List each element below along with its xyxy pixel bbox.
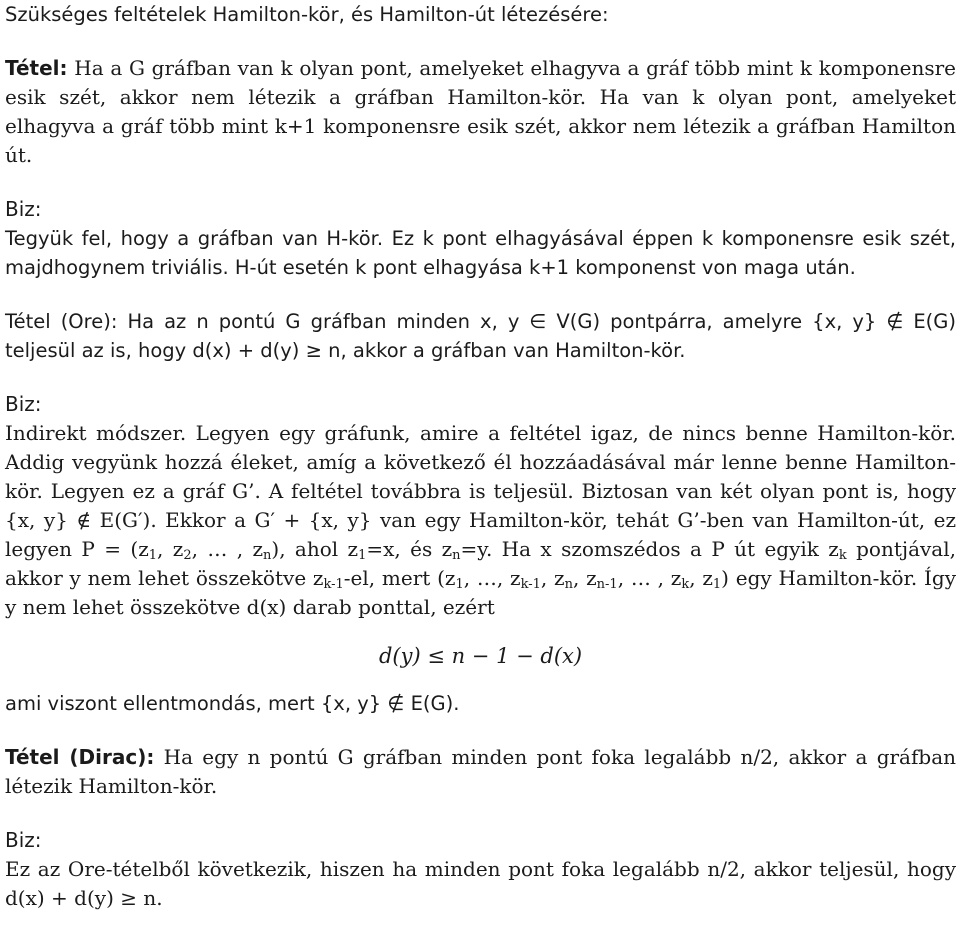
theorem-dirac — [5, 743, 956, 801]
proof-2-text-part: , z — [540, 566, 565, 590]
proof-2-conclusion: ami viszont ellentmondás, mert {x, y} ∉ E(G). — [5, 692, 460, 715]
subscript: 1 — [358, 548, 367, 563]
spacer — [5, 718, 956, 743]
subscript: n — [452, 548, 461, 563]
subscript: 1 — [455, 577, 464, 592]
theorem-1-label: Tétel: — [5, 56, 68, 80]
theorem-1 — [5, 54, 956, 170]
theorem-1-text: Ha a G gráfban van k olyan pont, amelyeket elhagyva a gráf több mint k komponensre esik szét, akkor nem létezik a gráfban Hamilton-kör. Ha van k olyan pont, amelyeket elhagyva a gráf több mint k+1 komponensre esik szét, akkor nem létezik a gráfban Hamilton út. — [5, 56, 956, 167]
proof-2-text-part: Indirekt módszer. Legyen egy gráfunk, amire a feltétel igaz, de nincs benne Hamilton-kör. Addig vegyünk hozzá éleket, amíg a következő él hozzáadásával már lenne benne Hamilton-kör. Legyen ez a gráf G’. A feltétel továbbra is teljesül. Biztosan van két olyan pont is, hogy {x, y} ∉ E(G′). Ekkor a G′ + {x, y} van egy Hamilton-kör, tehát G’-ben van Hamilton-út, ez legyen P = (z — [5, 421, 956, 561]
proof-2-text-part: =x, és z — [366, 537, 453, 561]
spacer — [5, 801, 956, 826]
subscript: k-1 — [520, 577, 541, 592]
proof-1-text: Tegyük fel, hogy a gráfban van H-kör. Ez k pont elhagyásával éppen k komponensre esik szét, majdhogynem triviális. H-út esetén k pont elhagyása k+1 komponenst von maga után. — [5, 227, 956, 279]
proof-2-text-part: pontjával, akkor y nem lehet összekötve z — [5, 537, 956, 590]
spacer — [5, 170, 956, 195]
proof-3-text: Ez az Ore-tételből következik, hiszen ha minden pont foka legalább n/2, akkor teljesül, hogy d(x) + d(y) ≥ n. — [5, 857, 956, 910]
subscript: 2 — [183, 548, 192, 563]
proof-2-text-part: , … , z — [617, 566, 682, 590]
proof-2-text-part: , z — [689, 566, 713, 590]
subscript: 1 — [712, 577, 722, 592]
subscript: n — [263, 548, 272, 563]
subscript: k — [681, 577, 690, 592]
theorem-dirac-text: Ha egy n pontú G gráfban minden pont foka legalább n/2, akkor a gráfban létezik Hamilton-kör. — [5, 745, 956, 798]
proof-2-text-part: , … , z — [191, 537, 264, 561]
proof-3-label: Biz: — [5, 828, 42, 852]
proof-2-text-part: -el, mert (z — [343, 566, 456, 590]
theorem-dirac-label: Tétel (Dirac): — [5, 745, 155, 769]
proof-2-text — [5, 419, 956, 622]
proof-2-text-part: ) egy Hamilton-kör. Így y nem lehet összekötve d(x) darab ponttal, ezért — [5, 566, 956, 619]
proof-2-text-part: , …, z — [463, 566, 521, 590]
proof-1-label: Biz: — [5, 197, 42, 221]
theorem-ore-label: Tétel (Ore): — [5, 310, 118, 333]
spacer — [5, 282, 956, 307]
subscript: k — [838, 548, 847, 563]
subscript: k-1 — [323, 577, 344, 592]
theorem-ore-text: Ha az n pontú G gráfban minden x, y ∈ V(G) pontpárra, amelyre {x, y} ∉ E(G) teljesül az is, hogy d(x) + d(y) ≥ n, akkor a gráfban van Hamilton-kör. — [5, 310, 956, 362]
proof-2-label: Biz: — [5, 392, 42, 416]
page-title: Szükséges feltételek Hamilton-kör, és Hamilton-út létezésére: — [5, 3, 609, 26]
display-formula: d(y) ≤ n − 1 − d(x) — [378, 644, 583, 668]
proof-2-text-part: , z — [572, 566, 597, 590]
proof-2-text-part: ), ahol z — [271, 537, 359, 561]
subscript: n-1 — [596, 577, 618, 592]
theorem-ore — [5, 307, 956, 365]
spacer — [5, 29, 956, 54]
subscript: n — [564, 577, 573, 592]
spacer — [5, 365, 956, 390]
subscript: 1 — [148, 548, 158, 563]
proof-2-text-part: =y. Ha x szomszédos a P út egyik z — [460, 537, 839, 561]
proof-2-text-part: , z — [157, 537, 184, 561]
